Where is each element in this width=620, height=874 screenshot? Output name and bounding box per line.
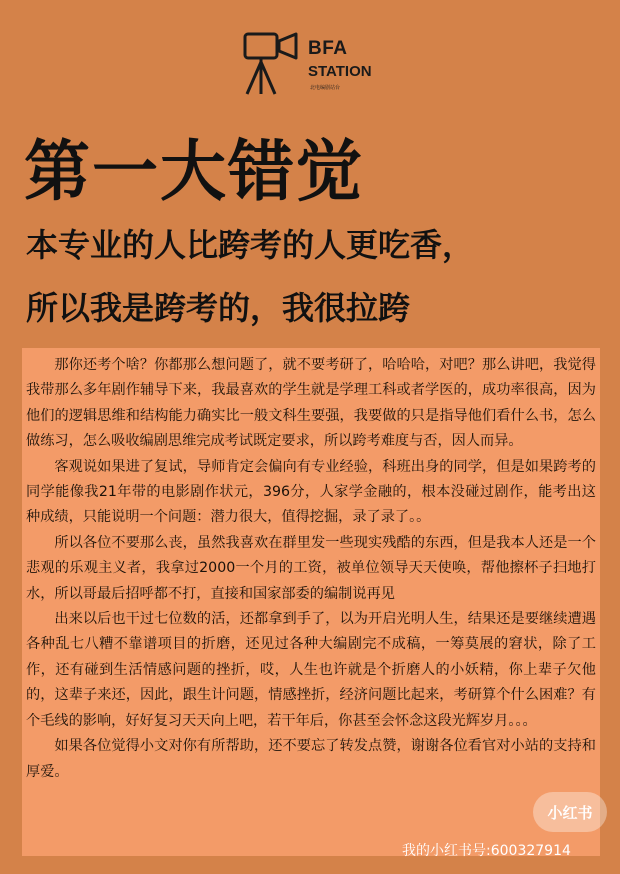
page-title: 第一大错觉 <box>24 133 364 210</box>
xiaohongshu-watermark-badge <box>533 792 607 832</box>
paragraph-3: 所以各位不要那么丧，虽然我喜欢在群里发一些现实残酷的东西，但是我本人还是一个悲观的乐观主义者，我拿过2000一个月的工资，被单位领导天天使唤，帮他擦杯子扫地打水，所以哥最后招呼都不打，直接和国家部委的编制说再见 <box>26 534 596 602</box>
subtitle-line-2: 所以我是跨考的，我很拉跨 <box>26 289 411 327</box>
logo-brand-line1: BFA <box>308 38 348 59</box>
subtitle-line-1: 本专业的人比跨考的人更吃香， <box>26 226 475 264</box>
paragraph-2: 客观说如果进了复试，导师肯定会偏向有专业经验，科班出身的同学，但是如果跨考的同学能像我21年带的电影剧作状元，396分，人家学金融的，根本没碰过剧作，能考出这种成绩，只能说明一个问题：潜力很大，值得挖掘，录了录了。。 <box>26 458 596 526</box>
logo-brand-line3: 北电编剧站台 <box>310 85 341 91</box>
article-body <box>22 348 600 856</box>
camera-icon <box>242 30 306 98</box>
paragraph-1: 那你还考个啥？你都那么想问题了，就不要考研了，哈哈哈，对吧？那么讲吧，我觉得我带那么多年剧作辅导下来，我最喜欢的学生就是学理工科或者学医的，成功率很高，因为他们的逻辑思维和结构能力确实比一般文科生要强，我要做的只是指导他们看什么书，怎么做练习，怎么吸收编剧思维完成考试既定要求，所以跨考难度与否，因人而异。 <box>26 357 596 450</box>
watermark-account-id: 我的小红书号:600327914 <box>402 843 571 859</box>
brand-logo <box>242 30 392 100</box>
logo-brand-line2: STATION <box>308 63 372 80</box>
watermark-badge-text: 小红书 <box>547 803 593 822</box>
paragraph-4: 出来以后也干过七位数的活，还都拿到手了，以为开启光明人生，结果还是要继续遭遇各种乱七八糟不靠谱项目的折磨，还见过各种大编剧完不成稿，一筹莫展的窘状，除了工作，还有碰到生活情感问题的挫折，哎，人生也许就是个折磨人的小妖精，你上辈子欠他的，这辈子来还，因此，跟生计问题，情感挫折，经济问题比起来，考研算个什么困难？有个毛线的影响，好好复习天天向上吧，若干年后，你甚至会怀念这段光辉岁月。。。 <box>26 611 596 729</box>
paragraph-5: 如果各位觉得小文对你有所帮助，还不要忘了转发点赞，谢谢各位看官对小站的支持和厚爱。 <box>26 738 596 780</box>
